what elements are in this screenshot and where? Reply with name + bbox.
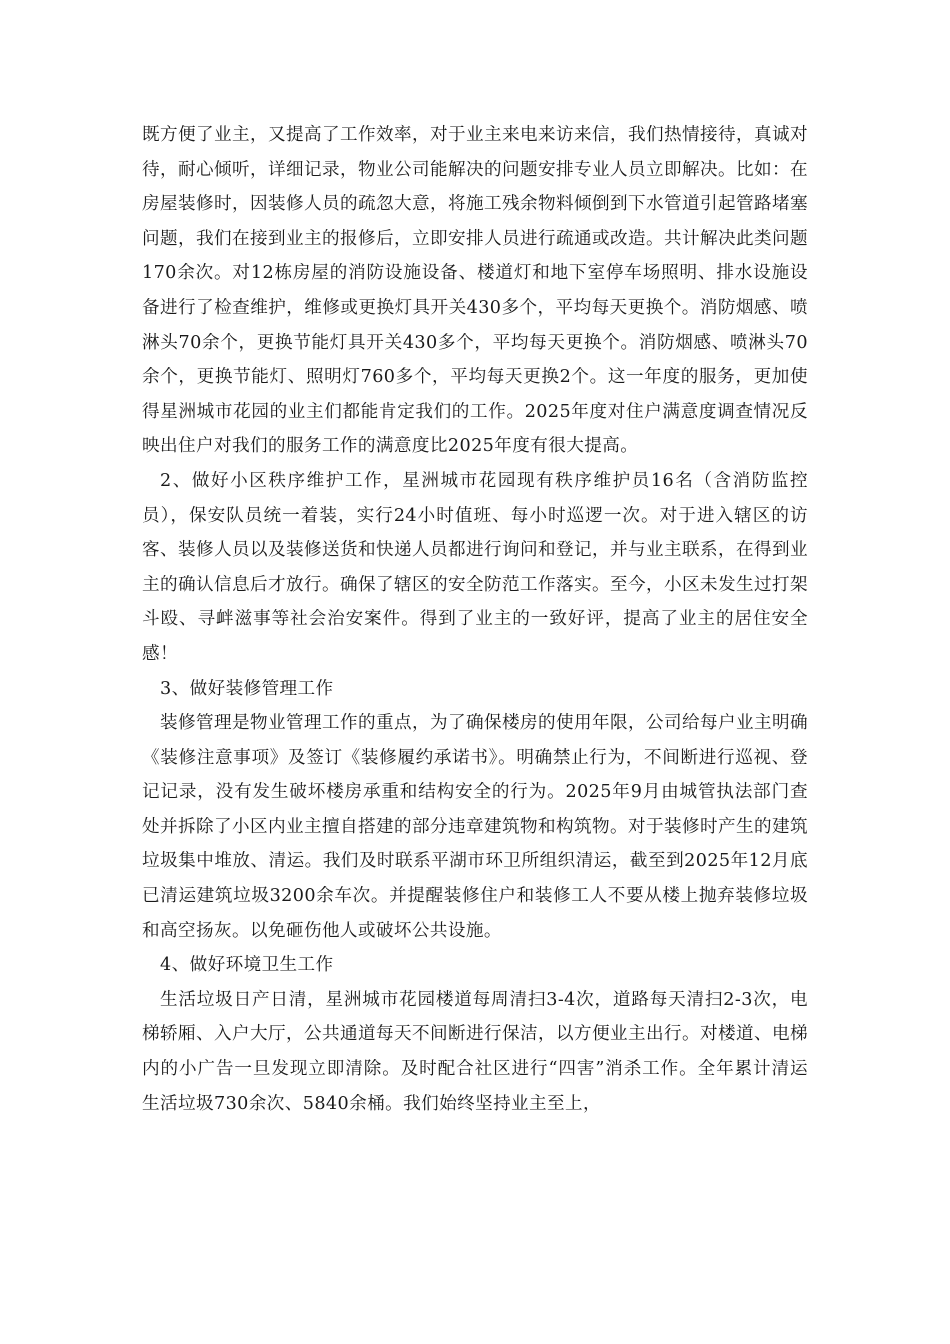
paragraph-renovation-management: 装修管理是物业管理工作的重点，为了确保楼房的使用年限，公司给每户业主明确《装修注意事项》及签订《装修履约承诺书》。明确禁止行为，不间断进行巡视、登记记录，没有发生破坏楼房承重和结构安全的行为。2025年9月由城管执法部门查处并拆除了小区内业主擅自搭建的部分违章建筑物和构筑物。对于装修时产生的建筑垃圾集中堆放、清运。我们及时联系平湖市环卫所组织清运，截至到2025年12月底已清运建筑垃圾3200余车次。并提醒装修住户和装修工人不要从楼上抛弃装修垃圾和高空扬灰。以免砸伤他人或破坏公共设施。 xyxy=(142,713,808,941)
heading-renovation-management: 3、做好装修管理工作 xyxy=(160,678,334,699)
paragraph-environment-hygiene: 生活垃圾日产日清，星洲城市花园楼道每周清扫3-4次，道路每天清扫2-3次，电梯轿厢、入户大厅，公共通道每天不间断进行保洁，以方便业主出行。对楼道、电梯内的小广告一旦发现立即清除。及时配合社区进行“四害”消杀工作。全年累计清运生活垃圾730余次、5840余桶。我们始终坚持业主至上， xyxy=(142,989,808,1114)
paragraph-security-maintenance: 2、做好小区秩序维护工作，星洲城市花园现有秩序维护员16名（含消防监控员），保安队员统一着装，实行24小时值班、每小时巡逻一次。对于进入辖区的访客、装修人员以及装修送货和快递人员都进行询问和登记，并与业主联系，在得到业主的确认信息后才放行。确保了辖区的安全防范工作落实。至今，小区未发生过打架斗殴、寻衅滋事等社会治安案件。得到了业主的一致好评，提高了业主的居住安全感！ xyxy=(142,470,808,664)
heading-environment-hygiene: 4、做好环境卫生工作 xyxy=(160,955,334,976)
paragraph-service-summary: 既方便了业主，又提高了工作效率，对于业主来电来访来信，我们热情接待，真诚对待，耐心倾听，详细记录，物业公司能解决的问题安排专业人员立即解决。比如：在房屋装修时，因装修人员的疏忽大意，将施工残余物料倾倒到下水管道引起管路堵塞问题，我们在接到业主的报修后，立即安排人员进行疏通或改造。共计解决此类问题170余次。对12栋房屋的消防设施设备、楼道灯和地下室停车场照明、排水设施设备进行了检查维护，维修或更换灯具开关430多个，平均每天更换个。消防烟感、喷淋头70余个，更换节能灯具开关430多个，平均每天更换个。消防烟感、喷淋头70余个，更换节能灯、照明灯760多个，平均每天更换2个。这一年度的服务，更加使得星洲城市花园的业主们都能肯定我们的工作。2025年度对住户满意度调查情况反映出住户对我们的服务工作的满意度比2025年度有很大提高。 xyxy=(142,125,808,457)
document-body xyxy=(142,118,808,1121)
